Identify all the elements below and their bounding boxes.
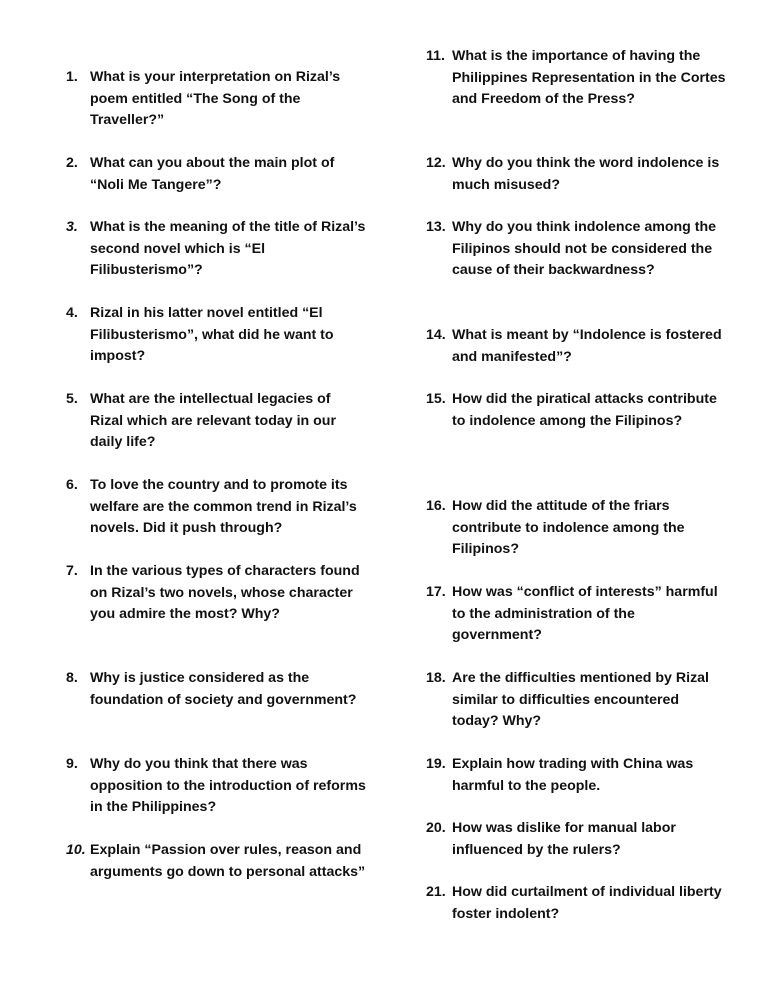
question-number: 20. — [426, 820, 446, 836]
question-number: 2. — [66, 155, 78, 171]
question-item — [426, 668, 726, 733]
question-number: 1. — [66, 69, 78, 85]
question-text: What is your interpretation on Rizal’s poem entitled “The Song of the Traveller?” — [90, 69, 341, 128]
question-number: 12. — [426, 155, 446, 171]
question-item — [426, 217, 726, 282]
question-text: To love the country and to promote its welfare are the common trend in Rizal’s novels. Did it push through? — [90, 477, 357, 536]
question-text: Explain “Passion over rules, reason and arguments go down to personal attacks” — [90, 842, 366, 880]
question-text: What is the meaning of the title of Rizal’s second novel which is “El Filibusterismo”? — [90, 219, 366, 278]
question-item — [66, 303, 366, 368]
question-number: 17. — [426, 584, 446, 600]
question-item — [66, 840, 366, 883]
question-item — [66, 389, 366, 454]
question-item — [426, 818, 726, 861]
question-text: Why do you think that there was opposition to the introduction of reforms in the Philippines? — [90, 756, 366, 815]
question-number: 7. — [66, 563, 78, 579]
question-number: 11. — [426, 48, 445, 64]
question-text: How did the attitude of the friars contribute to indolence among the Filipinos? — [452, 498, 685, 557]
question-item — [426, 153, 726, 196]
question-number: 8. — [66, 670, 78, 686]
question-text: In the various types of characters found on Rizal’s two novels, whose character you admire the most? Why? — [90, 563, 360, 622]
question-item — [66, 754, 366, 819]
question-item — [66, 561, 366, 626]
question-item — [426, 46, 726, 111]
question-text: What can you about the main plot of “Noli Me Tangere”? — [90, 155, 335, 193]
question-number: 13. — [426, 219, 446, 235]
question-text: Why do you think indolence among the Filipinos should not be considered the cause of their backwardness? — [452, 219, 717, 278]
question-text: Why is justice considered as the foundation of society and government? — [90, 670, 357, 708]
question-item — [426, 882, 726, 925]
question-text: What is meant by “Indolence is fostered and manifested”? — [452, 327, 722, 365]
question-text: What is the importance of having the Philippines Representation in the Cortes and Freedom of the Press? — [452, 48, 726, 107]
question-number: 21. — [426, 884, 446, 900]
question-text: Why do you think the word indolence is much misused? — [452, 155, 720, 193]
question-number: 15. — [426, 391, 446, 407]
question-item — [66, 153, 366, 196]
question-item — [66, 668, 366, 711]
question-text: Explain how trading with China was harmful to the people. — [452, 756, 694, 794]
question-item — [66, 475, 366, 540]
question-text: How did curtailment of individual liberty foster indolent? — [452, 884, 722, 922]
question-text: How was “conflict of interests” harmful to the administration of the government? — [452, 584, 718, 643]
question-number: 5. — [66, 391, 78, 407]
question-text: Rizal in his latter novel entitled “El Filibusterismo”, what did he want to impost? — [90, 305, 334, 364]
question-number: 4. — [66, 305, 78, 321]
question-text: How did the piratical attacks contribute to indolence among the Filipinos? — [452, 391, 717, 429]
question-item — [426, 582, 726, 647]
question-item — [426, 754, 726, 797]
question-item — [66, 67, 366, 132]
question-text: How was dislike for manual labor influenced by the rulers? — [452, 820, 676, 858]
question-item — [426, 325, 726, 368]
question-text: Are the difficulties mentioned by Rizal similar to difficulties encountered today? Why? — [452, 670, 709, 729]
question-number: 18. — [426, 670, 446, 686]
question-item — [426, 389, 726, 432]
question-text: What are the intellectual legacies of Rizal which are relevant today in our daily life? — [90, 391, 336, 450]
question-number: 16. — [426, 498, 446, 514]
question-number: 3. — [66, 219, 78, 235]
question-number: 9. — [66, 756, 78, 772]
question-item — [426, 496, 726, 561]
question-number: 14. — [426, 327, 446, 343]
question-number: 10. — [66, 842, 86, 858]
question-number: 19. — [426, 756, 446, 772]
question-number: 6. — [66, 477, 78, 493]
question-item — [66, 217, 366, 282]
